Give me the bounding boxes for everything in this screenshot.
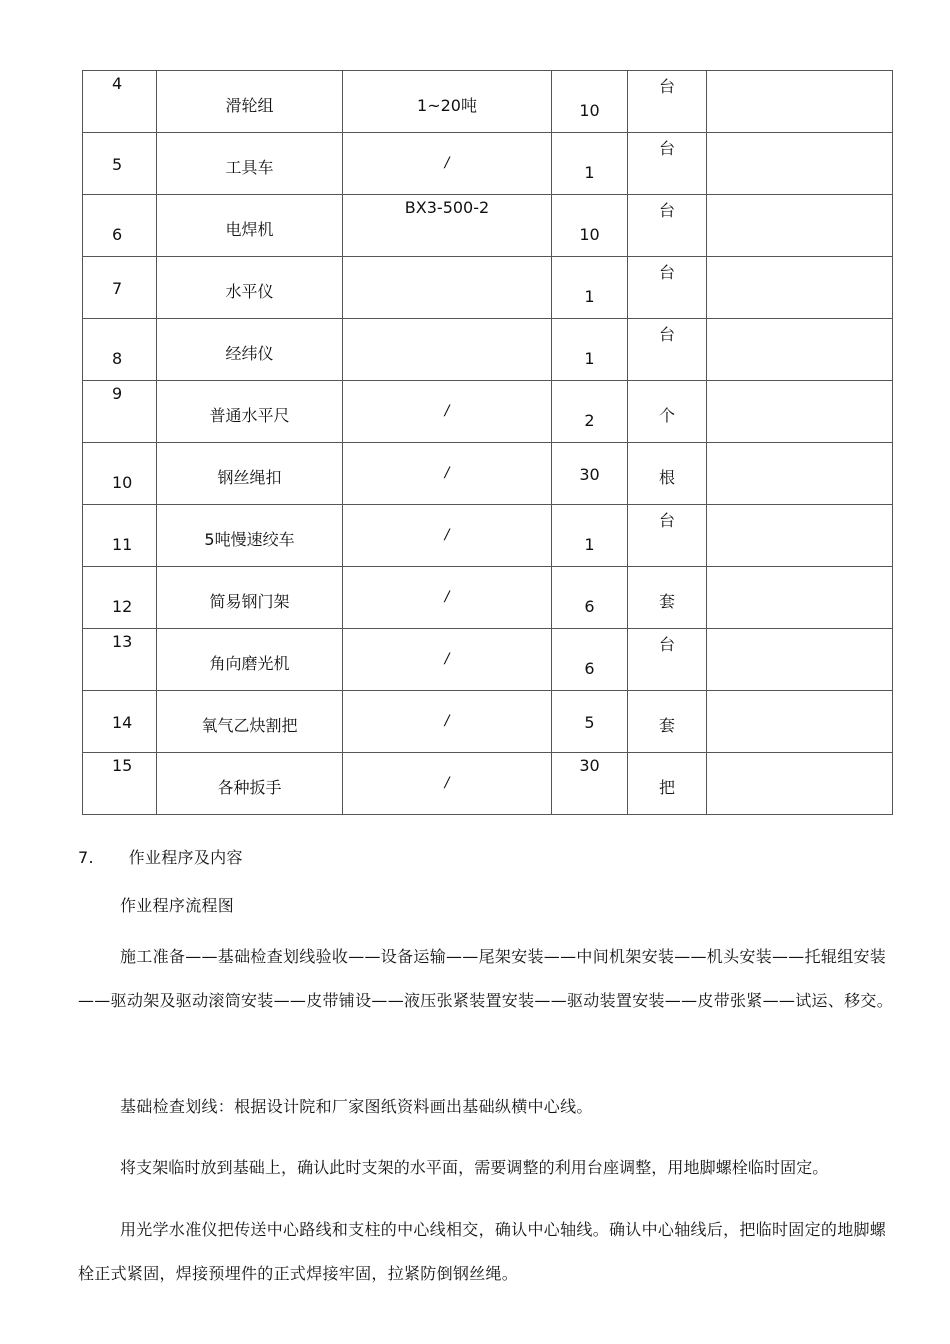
- cell-no: [83, 691, 157, 753]
- cell-spec: [343, 195, 552, 257]
- cell-qty: [552, 443, 628, 505]
- cell-spec-text: /: [444, 589, 450, 605]
- cell-unit-text: 套: [658, 716, 675, 735]
- flowchart-subtitle: 作业程序流程图: [120, 896, 235, 915]
- cell-note: [707, 567, 893, 629]
- flow-paragraph: 施工准备——基础检查划线验收——设备运输——尾架安装——中间机架安装——机头安装——托辊组安装——驱动架及驱动滚筒安装——皮带铺设——液压张紧装置安装——驱动装置安装——皮带张紧——试运、移交。: [78, 947, 894, 1010]
- cell-spec: [343, 443, 552, 505]
- cell-unit-text: 套: [658, 592, 675, 611]
- cell-spec: [343, 753, 552, 815]
- table-row: [83, 71, 893, 133]
- cell-no-text: 15: [112, 756, 133, 775]
- cell-qty-text: 10: [579, 225, 600, 244]
- cell-unit: [628, 753, 707, 815]
- cell-name: [157, 133, 343, 195]
- cell-note: [707, 133, 893, 195]
- cell-note: [707, 443, 893, 505]
- cell-spec-text: 1~20吨: [417, 96, 477, 115]
- cell-unit-text: 台: [658, 139, 675, 158]
- cell-unit: [628, 319, 707, 381]
- cell-qty-text: 1: [584, 163, 595, 182]
- cell-name-text: 电焊机: [225, 220, 274, 239]
- cell-name-text: 水平仪: [225, 282, 274, 301]
- cell-name: [157, 381, 343, 443]
- table-row: [83, 567, 893, 629]
- paragraph-foundation-check: 基础检查划线：根据设计院和厂家图纸资料画出基础纵横中心线。: [120, 1097, 593, 1116]
- cell-spec: [343, 567, 552, 629]
- cell-unit-text: 把: [658, 778, 675, 797]
- cell-qty-text: 30: [579, 465, 600, 484]
- cell-note: [707, 505, 893, 567]
- cell-spec: [343, 133, 552, 195]
- paragraph-support-placement: 将支架临时放到基础上，确认此时支架的水平面，需要调整的利用台座调整，用地脚螺栓临时固定。: [120, 1158, 829, 1177]
- table-row: [83, 753, 893, 815]
- table-row: [83, 691, 893, 753]
- cell-name-text: 角向磨光机: [209, 654, 290, 673]
- equipment-table-body: [83, 71, 893, 815]
- cell-spec: [343, 257, 552, 319]
- cell-qty-text: 5: [584, 713, 595, 732]
- cell-no: [83, 505, 157, 567]
- cell-spec-text: /: [444, 403, 450, 419]
- cell-spec-text: /: [444, 155, 450, 171]
- cell-no: [83, 257, 157, 319]
- cell-unit: [628, 567, 707, 629]
- cell-no: [83, 629, 157, 691]
- cell-no-text: 6: [112, 225, 123, 244]
- cell-spec: [343, 629, 552, 691]
- cell-unit: [628, 443, 707, 505]
- cell-qty: [552, 753, 628, 815]
- cell-note: [707, 629, 893, 691]
- cell-unit: [628, 133, 707, 195]
- cell-name-text: 经纬仪: [225, 344, 274, 363]
- cell-spec-text: /: [444, 465, 450, 481]
- table-row: [83, 133, 893, 195]
- cell-no-text: 13: [112, 632, 133, 651]
- section-heading: [78, 845, 243, 868]
- cell-qty-text: 1: [584, 535, 595, 554]
- cell-name-text: 钢丝绳扣: [217, 468, 282, 487]
- cell-no: [83, 133, 157, 195]
- cell-unit-text: 个: [658, 406, 675, 425]
- cell-note: [707, 691, 893, 753]
- table-row: [83, 195, 893, 257]
- cell-spec-text: /: [444, 651, 450, 667]
- cell-no: [83, 443, 157, 505]
- cell-note: [707, 753, 893, 815]
- equipment-table: [82, 70, 893, 815]
- cell-spec-text: /: [444, 713, 450, 729]
- cell-note: [707, 257, 893, 319]
- section-title: 作业程序及内容: [128, 848, 243, 867]
- cell-unit-text: 台: [658, 201, 675, 220]
- cell-no: [83, 71, 157, 133]
- cell-qty: [552, 319, 628, 381]
- cell-name: [157, 691, 343, 753]
- cell-name: [157, 505, 343, 567]
- cell-qty: [552, 133, 628, 195]
- cell-unit: [628, 195, 707, 257]
- cell-name: [157, 195, 343, 257]
- cell-note: [707, 195, 893, 257]
- cell-unit-text: 台: [658, 635, 675, 654]
- cell-qty-text: 30: [579, 756, 600, 775]
- cell-spec-text: /: [444, 775, 450, 791]
- cell-qty: [552, 629, 628, 691]
- cell-name-text: 工具车: [225, 158, 274, 177]
- cell-name-text: 普通水平尺: [209, 406, 290, 425]
- cell-name-text: 氧气乙炔割把: [201, 716, 298, 735]
- cell-unit-text: 台: [658, 325, 675, 344]
- table-row: [83, 443, 893, 505]
- cell-unit-text: 台: [658, 263, 675, 282]
- table-row: [83, 381, 893, 443]
- cell-spec: [343, 319, 552, 381]
- cell-unit: [628, 381, 707, 443]
- cell-qty: [552, 505, 628, 567]
- cell-name-text: 各种扳手: [217, 778, 282, 797]
- cell-name-text: 滑轮组: [225, 96, 274, 115]
- cell-name: [157, 443, 343, 505]
- cell-note: [707, 319, 893, 381]
- cell-unit-text: 台: [658, 511, 675, 530]
- cell-qty: [552, 567, 628, 629]
- cell-spec: [343, 381, 552, 443]
- cell-unit-text: 台: [658, 77, 675, 96]
- table-row: [83, 319, 893, 381]
- cell-name: [157, 567, 343, 629]
- cell-name: [157, 319, 343, 381]
- cell-unit: [628, 505, 707, 567]
- cell-unit-text: 根: [658, 468, 675, 487]
- cell-qty-text: 6: [584, 597, 595, 616]
- cell-name: [157, 71, 343, 133]
- cell-spec-text: /: [444, 527, 450, 543]
- cell-no-text: 7: [112, 279, 123, 298]
- cell-no-text: 12: [112, 597, 133, 616]
- cell-qty-text: 10: [579, 101, 600, 120]
- cell-qty: [552, 691, 628, 753]
- cell-qty: [552, 195, 628, 257]
- cell-name-text: 简易钢门架: [209, 592, 290, 611]
- cell-no-text: 4: [112, 74, 123, 93]
- section-number: 7.: [78, 848, 94, 867]
- cell-qty: [552, 257, 628, 319]
- table-row: [83, 257, 893, 319]
- cell-name: [157, 257, 343, 319]
- cell-no: [83, 753, 157, 815]
- cell-no: [83, 381, 157, 443]
- cell-no-text: 9: [112, 384, 123, 403]
- cell-qty-text: 1: [584, 287, 595, 306]
- cell-no: [83, 567, 157, 629]
- cell-name-text: 5吨慢速绞车: [204, 530, 295, 549]
- cell-unit: [628, 629, 707, 691]
- cell-unit: [628, 257, 707, 319]
- cell-unit: [628, 691, 707, 753]
- cell-no-text: 10: [112, 473, 133, 492]
- cell-name: [157, 629, 343, 691]
- cell-no-text: 14: [112, 713, 133, 732]
- table-row: [83, 629, 893, 691]
- cell-name: [157, 753, 343, 815]
- cell-qty-text: 2: [584, 411, 595, 430]
- cell-qty-text: 1: [584, 349, 595, 368]
- cell-no: [83, 319, 157, 381]
- cell-no: [83, 195, 157, 257]
- cell-spec: [343, 691, 552, 753]
- cell-no-text: 8: [112, 349, 123, 368]
- cell-spec: [343, 71, 552, 133]
- table-row: [83, 505, 893, 567]
- cell-qty: [552, 71, 628, 133]
- cell-note: [707, 71, 893, 133]
- cell-note: [707, 381, 893, 443]
- cell-spec-text: BX3-500-2: [404, 198, 490, 217]
- cell-unit: [628, 71, 707, 133]
- paragraph-axis-alignment: 用光学水准仪把传送中心路线和支柱的中心线相交，确认中心轴线。确认中心轴线后，把临时固定的地脚螺栓正式紧固，焊接预埋件的正式焊接牢固，拉紧防倒钢丝绳。: [78, 1220, 887, 1283]
- cell-qty-text: 6: [584, 659, 595, 678]
- cell-no-text: 11: [112, 535, 133, 554]
- cell-spec: [343, 505, 552, 567]
- cell-qty: [552, 381, 628, 443]
- cell-no-text: 5: [112, 155, 123, 174]
